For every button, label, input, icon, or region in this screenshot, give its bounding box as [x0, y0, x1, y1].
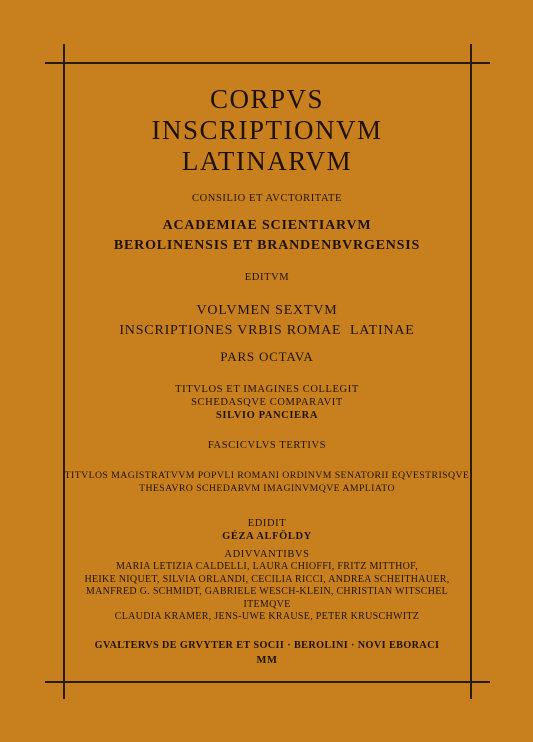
title-page	[64, 84, 470, 666]
itemque-line: ITEMQVE	[243, 598, 291, 610]
helpers-line-2: HEIKE NIQUET, SILVIA ORLANDI, CECILIA RICCI, ANDREA SCHEITHAUER,	[84, 573, 450, 585]
main-title	[64, 84, 470, 177]
pars-line: PARS OCTAVA	[220, 349, 314, 364]
titulos-line-1: TITVLOS MAGISTRATVVM POPVLI ROMANI ORDINVM SENATORII EQVESTRISQVE	[64, 470, 470, 481]
collegit-block	[64, 383, 470, 409]
fasciculus-line: FASCICVLVS TERTIVS	[207, 440, 327, 451]
helpers-line-1: MARIA LETIZIA CALDELLI, LAURA CHIOFFI, FRITZ MITTHOF,	[115, 561, 419, 572]
volume-line-1: VOLVMEN SEXTVM	[196, 303, 338, 318]
frame-top-line	[45, 62, 490, 64]
volume-line-2: INSCRIPTIONES VRBIS ROMAE LATINAE	[119, 323, 415, 338]
helpers-line-3: MANFRED G. SCHMIDT, GABRIELE WESCH-KLEIN, CHRISTIAN WITSCHEL	[85, 586, 449, 597]
academy-line-1: ACADEMIAE SCIENTIARVM	[162, 218, 372, 233]
edidit-line: EDIDIT	[247, 518, 287, 529]
editum-line: EDITVM	[244, 272, 290, 283]
panciera-name: SILVIO PANCIERA	[215, 410, 319, 421]
volume-info	[64, 301, 470, 341]
helpers-block	[64, 561, 470, 624]
titulos-block	[64, 469, 470, 495]
year-line: MM	[256, 654, 278, 666]
collegit-line-2: SCHEDASQVE COMPARAVIT	[191, 397, 343, 408]
frame-right-line	[470, 44, 472, 699]
helpers-line-4: CLAUDIA KRAMER, JENS-UWE KRAUSE, PETER KRUSCHWITZ	[114, 611, 420, 622]
frame-bottom-line	[45, 681, 490, 683]
title-line-1: CORPVS	[209, 84, 325, 114]
title-line-2: INSCRIPTIONVM LATINARVM	[151, 115, 383, 176]
publisher-line: GVALTERVS DE GRVYTER ET SOCII · BEROLINI · NOVI EBORACI	[94, 639, 440, 651]
consilio-line: CONSILIO ET AVCTORITATE	[191, 193, 343, 204]
adiuvantibus-line: ADIVVANTIBVS	[224, 549, 310, 560]
editor-name: GÉZA ALFÖLDY	[222, 531, 312, 542]
titulos-line-2: THESAVRO SCHEDARVM IMAGINVMQVE AMPLIATO	[139, 483, 395, 494]
academy-line-2: BEROLINENSIS ET BRANDENBVRGENSIS	[113, 238, 421, 253]
academy-name	[64, 216, 470, 256]
collegit-line-1: TITVLOS ET IMAGINES COLLEGIT	[175, 384, 359, 395]
